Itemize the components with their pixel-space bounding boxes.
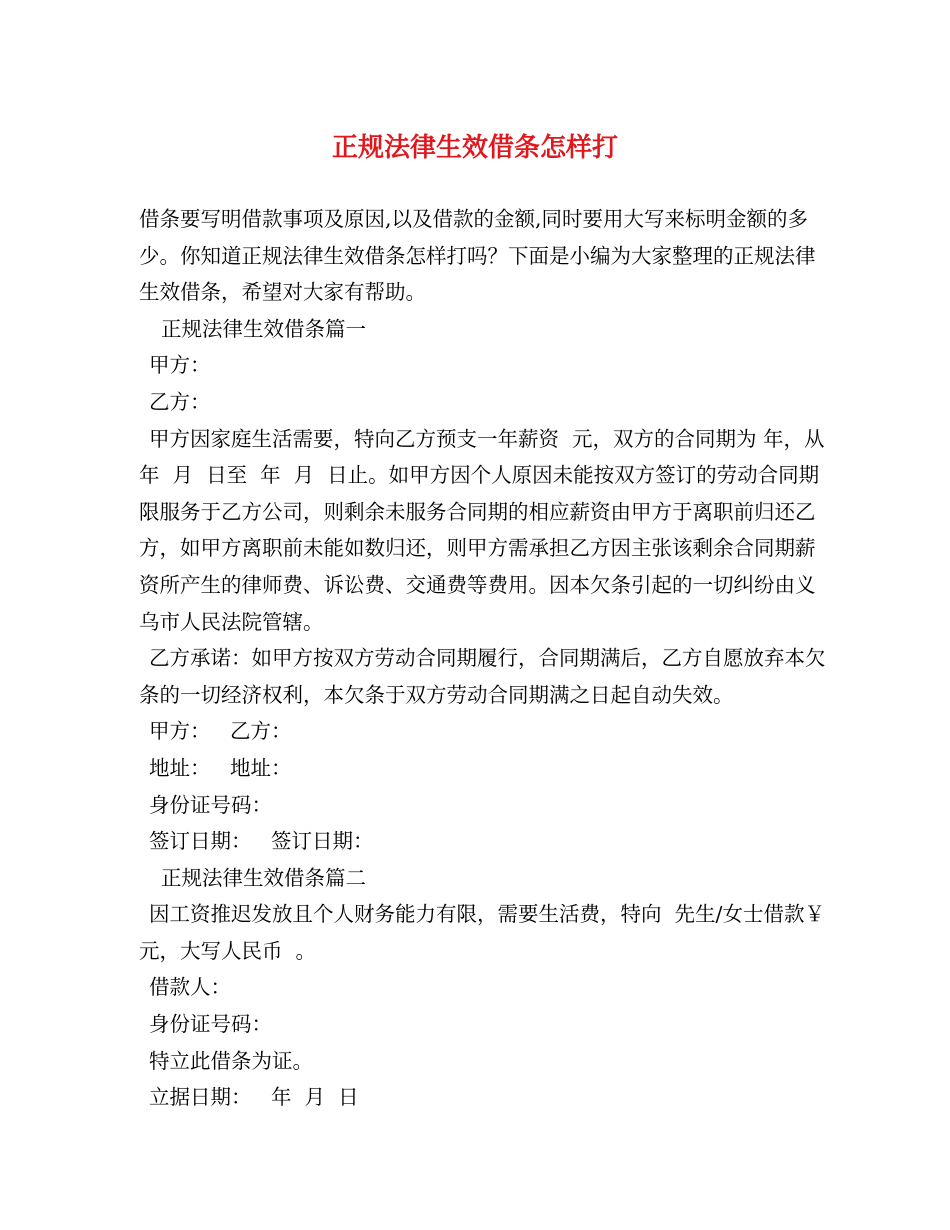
section1-sign-date: 签订日期： 签订日期： xyxy=(149,829,374,854)
section1-party-a: 甲方： xyxy=(149,353,211,378)
section2-clause: 因工资推迟发放且个人财务能力有限，需要生活费，特向 先生/女士借款￥ 元，大写人民币 。 xyxy=(139,902,838,963)
section1-party-b: 乙方： xyxy=(149,389,211,414)
section2-borrower: 借款人： xyxy=(149,975,231,1000)
section1-heading: 正规法律生效借条篇一 xyxy=(161,316,366,341)
section1-address: 地址： 地址： xyxy=(149,755,292,780)
section2-date: 立据日期： 年 月 日 xyxy=(149,1085,359,1110)
intro-paragraph: 借条要写明借款事项及原因,以及借款的金额,同时要用大写来标明金额的多少。你知道正规法律生效借条怎样打吗？下面是小编为大家整理的正规法律生效借条，希望对大家有帮助。 xyxy=(139,207,816,305)
section1-clause: 甲方因家庭生活需要，特向乙方预支一年薪资 元，双方的合同期为 年，从 年 月 日至 年 月 日止。如甲方因个人原因未能按双方签订的劳动合同期限服务于乙方公司，则剩余未服务合同期的相应薪资由甲方于离职前归还乙方，如甲方离职前未能如数归还，则甲方需承担乙方因主张该剩余合同期薪资所产生的律师费、诉讼费、交通费等费用。因本欠条引起的一切纠纷由义乌市人民法院管辖。 xyxy=(139,426,838,634)
section1-id-number: 身份证号码： xyxy=(149,792,272,817)
section2-id-number: 身份证号码： xyxy=(149,1012,272,1037)
document-title: 正规法律生效借条怎样打 xyxy=(331,133,618,163)
section2-heading: 正规法律生效借条篇二 xyxy=(161,865,366,890)
section1-promise: 乙方承诺：如甲方按双方劳动合同期履行，合同期满后，乙方自愿放弃本欠条的一切经济权利，本欠条于双方劳动合同期满之日起自动失效。 xyxy=(139,646,826,707)
section2-evidence: 特立此借条为证。 xyxy=(149,1048,313,1073)
document-body xyxy=(139,201,838,1116)
section1-sign-parties: 甲方： 乙方： xyxy=(149,719,292,744)
